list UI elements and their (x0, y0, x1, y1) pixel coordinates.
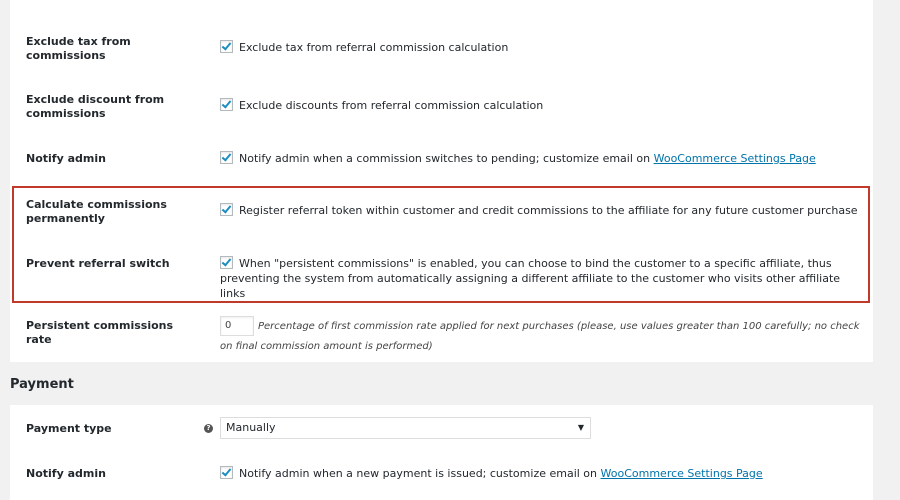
persistent-rate-input[interactable]: 0 (220, 316, 254, 336)
setting-label: Notify admin (26, 467, 106, 480)
exclude-tax-checkbox[interactable] (220, 40, 233, 53)
help-icon[interactable]: ? (204, 424, 213, 433)
payment-heading: Payment (10, 377, 74, 392)
payment-notify-checkbox[interactable] (220, 466, 233, 479)
setting-label: Prevent referral switch (26, 257, 170, 270)
dropdown-arrow-icon: ▼ (577, 423, 584, 432)
setting-label: Exclude tax from commissions (26, 35, 131, 62)
setting-label: Payment type (26, 422, 112, 435)
woocommerce-settings-link[interactable]: WooCommerce Settings Page (600, 467, 763, 480)
commissions-panel (10, 0, 873, 362)
checkbox-label: Exclude discounts from referral commission calculation (239, 99, 544, 112)
setting-label: Calculate commissions permanently (26, 198, 167, 225)
checkbox-label: Register referral token within customer and credit commissions to the affiliate for any future customer purchase (239, 204, 858, 217)
checkbox-label: Exclude tax from referral commission calculation (239, 41, 509, 54)
rate-description: Percentage of first commission rate applied for next purchases (please, use values greater than 100 carefully; no check on final commission amount is performed) (220, 321, 860, 352)
setting-label: Exclude discount from commissions (26, 93, 165, 120)
highlight-box (12, 186, 870, 303)
selected-value: Manually (226, 421, 276, 434)
checkbox-label: When "persistent commissions" is enabled, you can choose to bind the customer to a specific affiliate, thus preventing the system from automatically assigning a different affiliate to the customer who visits other affiliate links (220, 257, 841, 300)
checkbox-label: Notify admin when a commission switches to pending; customize email on (239, 152, 654, 165)
setting-label: Persistent commissions rate (26, 319, 174, 346)
setting-label: Notify admin (26, 152, 106, 165)
checkbox-label: Notify admin when a new payment is issued; customize email on (239, 467, 601, 480)
payment-panel (10, 405, 873, 500)
payment-type-select[interactable] (220, 417, 591, 439)
notify-admin-checkbox[interactable] (220, 151, 233, 164)
exclude-discount-checkbox[interactable] (220, 98, 233, 111)
woocommerce-settings-link[interactable]: WooCommerce Settings Page (653, 152, 816, 165)
